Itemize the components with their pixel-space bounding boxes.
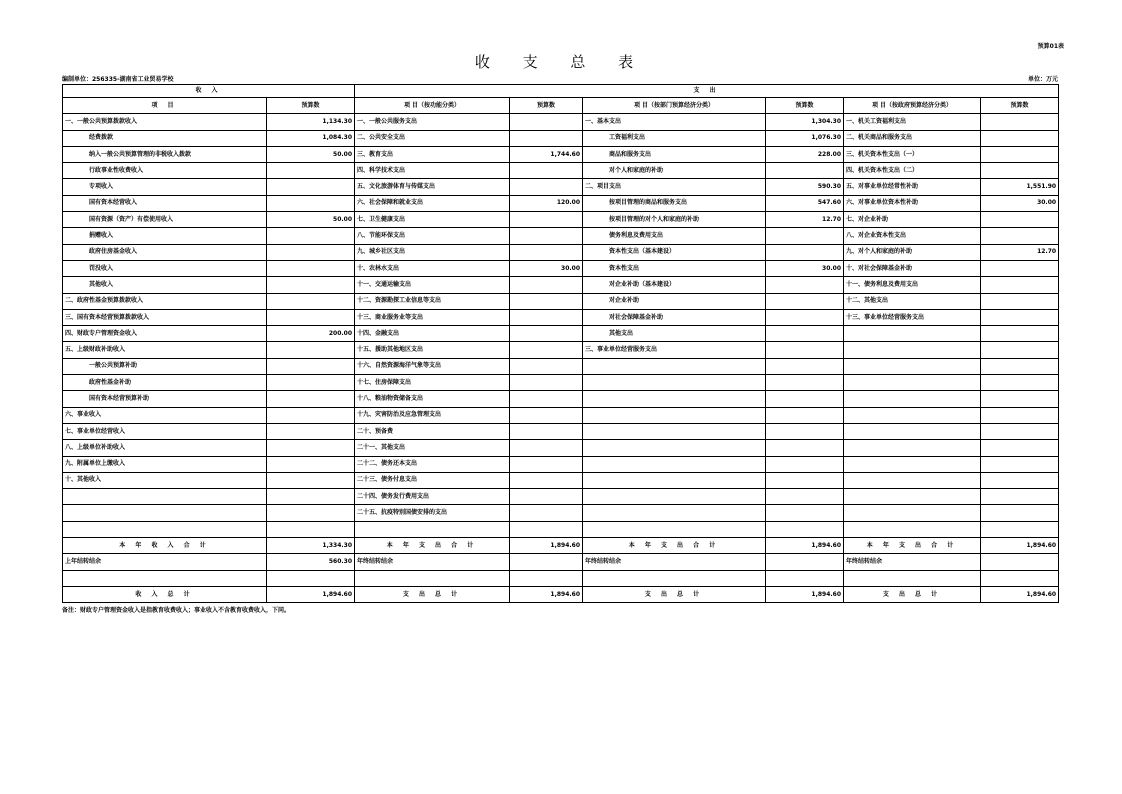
dept-budget [766,440,844,456]
dept-item: 对社会保障基金补助 [583,309,766,325]
dept-carryover-label: 年终结转结余 [583,554,766,570]
gov-item [844,375,981,391]
income-item: 专项收入 [63,179,267,195]
income-budget [267,342,355,358]
income-grand-total: 1,894.60 [267,586,355,602]
dept-item: 二、项目支出 [583,179,766,195]
dept-year-total: 1,894.60 [766,538,844,554]
gov-budget [981,326,1059,342]
dept-budget [766,358,844,374]
func-item: 十五、援助其他地区支出 [355,342,510,358]
table-row [63,407,1059,423]
gov-item: 十、对社会保障基金补助 [844,260,981,276]
func-budget [510,407,583,423]
func-budget [510,326,583,342]
gov-budget [981,391,1059,407]
dept-budget [766,342,844,358]
gov-budget: 1,551.90 [981,179,1059,195]
dept-budget [766,423,844,439]
gov-budget [981,472,1059,488]
gov-budget [981,114,1059,130]
income-budget [267,163,355,179]
dept-item [583,505,766,521]
gov-budget: 30.00 [981,195,1059,211]
income-item: 政府住房基金收入 [63,244,267,260]
dept-item: 其他支出 [583,326,766,342]
gov-budget [981,489,1059,505]
dept-budget [766,472,844,488]
func-budget: 1,744.60 [510,146,583,162]
dept-budget: 590.30 [766,179,844,195]
dept-item [583,375,766,391]
form-number: 预算01表 [1037,43,1064,50]
income-item: 十、其他收入 [63,472,267,488]
func-budget [510,163,583,179]
gov-item: 四、机关资本性支出（二） [844,163,981,179]
table-row [63,358,1059,374]
table-row [63,375,1059,391]
gov-item: 三、机关资本性支出（一） [844,146,981,162]
income-item: 四、财政专户管理资金收入 [63,326,267,342]
table-row [63,472,1059,488]
func-budget [510,114,583,130]
income-budget [267,440,355,456]
income-item: 二、政府性基金预算拨款收入 [63,293,267,309]
gov-budget [981,375,1059,391]
income-item: 六、事业收入 [63,407,267,423]
func-budget [510,375,583,391]
footnote: 备注：财政专户管理资金收入是指教育收费收入；事业收入不含教育收费收入，下同。 [62,607,291,614]
func-budget [510,309,583,325]
gov-item [844,456,981,472]
func-budget [510,489,583,505]
gov-carryover-label: 年终结转结余 [844,554,981,570]
income-budget [267,195,355,211]
dept-item [583,358,766,374]
func-item: 二、公共安全支出 [355,130,510,146]
func-budget: 30.00 [510,260,583,276]
income-item [63,489,267,505]
income-grand-total-label: 收 入 总 计 [63,586,267,602]
dept-item [583,407,766,423]
gov-budget [981,228,1059,244]
dept-item: 对个人和家庭的补助 [583,163,766,179]
dept-budget: 228.00 [766,146,844,162]
gov-budget [981,212,1059,228]
income-budget [267,521,355,537]
income-budget [267,277,355,293]
gov-budget [981,456,1059,472]
income-budget [267,472,355,488]
gov-item [844,407,981,423]
income-budget [267,456,355,472]
func-budget [510,277,583,293]
dept-item [583,423,766,439]
gov-budget [981,260,1059,276]
dept-budget [766,309,844,325]
dept-grand-total: 1,894.60 [766,586,844,602]
income-budget: 1,134.30 [267,114,355,130]
dept-budget [766,326,844,342]
dept-item [583,391,766,407]
func-grand-total-label: 支 出 总 计 [355,586,510,602]
income-item: 其他收入 [63,277,267,293]
budget-summary-table [62,84,1059,603]
dept-item [583,472,766,488]
dept-budget [766,277,844,293]
gov-year-total-label: 本 年 支 出 合 计 [844,538,981,554]
func-carryover [510,554,583,570]
gov-item [844,342,981,358]
income-budget [267,293,355,309]
income-budget [267,423,355,439]
func-item: 十六、自然资源海洋气象等支出 [355,358,510,374]
func-budget [510,179,583,195]
currency-unit: 单位：万元 [1027,76,1058,83]
func-item: 二十、预备费 [355,423,510,439]
income-year-total: 1,334.30 [267,538,355,554]
col-gov-budget: 预算数 [981,98,1059,114]
dept-grand-total-label: 支 出 总 计 [583,586,766,602]
income-budget [267,489,355,505]
func-item: 十三、商业服务业等支出 [355,309,510,325]
col-dept-budget: 预算数 [766,98,844,114]
income-budget [267,228,355,244]
table-row [63,179,1059,195]
gov-item [844,489,981,505]
dept-budget [766,407,844,423]
gov-item: 一、机关工资福利支出 [844,114,981,130]
gov-item: 十三、事业单位经营服务支出 [844,309,981,325]
income-item: 八、上级单位补助收入 [63,440,267,456]
dept-item: 资本性支出（基本建设） [583,244,766,260]
income-item: 七、事业单位经营收入 [63,423,267,439]
func-budget [510,293,583,309]
dept-item: 资本性支出 [583,260,766,276]
gov-item: 二、机关商品和服务支出 [844,130,981,146]
col-func-budget: 预算数 [510,98,583,114]
gov-budget [981,293,1059,309]
func-item: 十四、金融支出 [355,326,510,342]
gov-item [844,472,981,488]
func-item: 十一、交通运输支出 [355,277,510,293]
gov-item: 十二、其他支出 [844,293,981,309]
income-item: 九、附属单位上缴收入 [63,456,267,472]
dept-budget: 1,304.30 [766,114,844,130]
income-item [63,505,267,521]
income-item: 罚没收入 [63,260,267,276]
gov-item: 十一、债务利息及费用支出 [844,277,981,293]
func-item: 十、农林水支出 [355,260,510,276]
gov-item: 六、对事业单位资本性补助 [844,195,981,211]
func-item: 十九、灾害防治及应急管理支出 [355,407,510,423]
gov-item: 八、对企业资本性支出 [844,228,981,244]
table-row [63,228,1059,244]
dept-budget [766,456,844,472]
func-budget [510,358,583,374]
gov-item: 七、对企业补助 [844,212,981,228]
gov-budget [981,407,1059,423]
func-budget [510,521,583,537]
dept-budget [766,505,844,521]
income-item: 行政事业性收费收入 [63,163,267,179]
gov-budget [981,277,1059,293]
col-dept-item: 项 目（按部门预算经济分类） [583,98,766,114]
income-budget: 50.00 [267,212,355,228]
gov-item [844,505,981,521]
func-item: 十七、住房保障支出 [355,375,510,391]
income-budget [267,260,355,276]
income-item: 国有资本经营预算补助 [63,391,267,407]
income-year-total-label: 本 年 收 入 合 计 [63,538,267,554]
dept-budget [766,293,844,309]
func-carryover-label: 年终结转结余 [355,554,510,570]
income-item: 国有资本经营收入 [63,195,267,211]
income-item: 经费拨款 [63,130,267,146]
income-item: 捐赠收入 [63,228,267,244]
carryover-income-label: 上年结转结余 [63,554,267,570]
table-row [63,244,1059,260]
table-row [63,423,1059,439]
gov-budget [981,521,1059,537]
table-row [63,440,1059,456]
dept-item: 对企业补助 [583,293,766,309]
func-item: 二十二、债务还本支出 [355,456,510,472]
func-item: 五、文化旅游体育与传媒支出 [355,179,510,195]
income-budget [267,309,355,325]
gov-budget [981,440,1059,456]
func-item: 十八、粮油物资储备支出 [355,391,510,407]
dept-budget [766,228,844,244]
func-budget [510,342,583,358]
gov-budget [981,423,1059,439]
dept-item: 商品和服务支出 [583,146,766,162]
func-item: 七、卫生健康支出 [355,212,510,228]
col-func-item: 项 目（按功能分类） [355,98,510,114]
income-budget: 50.00 [267,146,355,162]
func-budget [510,228,583,244]
table-row [63,521,1059,537]
gov-budget: 12.70 [981,244,1059,260]
table-row [63,391,1059,407]
func-item [355,521,510,537]
income-item: 一、一般公共预算拨款收入 [63,114,267,130]
func-item: 二十五、抗疫特别国债安排的支出 [355,505,510,521]
dept-budget [766,391,844,407]
dept-budget: 12.70 [766,212,844,228]
func-budget [510,440,583,456]
col-income-item: 项 目 [63,98,267,114]
dept-budget: 547.60 [766,195,844,211]
income-item: 国有资源（资产）有偿使用收入 [63,212,267,228]
gov-item [844,358,981,374]
income-item: 一般公共预算补助 [63,358,267,374]
col-gov-item: 项 目（按政府预算经济分类） [844,98,981,114]
func-item: 二十三、债务付息支出 [355,472,510,488]
func-budget [510,472,583,488]
gov-item [844,440,981,456]
table-row [63,505,1059,521]
func-year-total-label: 本 年 支 出 合 计 [355,538,510,554]
gov-grand-total: 1,894.60 [981,586,1059,602]
gov-budget [981,358,1059,374]
func-item: 三、教育支出 [355,146,510,162]
table-row [63,309,1059,325]
func-grand-total: 1,894.60 [510,586,583,602]
dept-item [583,521,766,537]
income-item [63,521,267,537]
dept-item: 按项目管理的商品和服务支出 [583,195,766,211]
page-title: 收 支 总 表 [474,53,648,71]
func-budget [510,391,583,407]
dept-item: 工资福利支出 [583,130,766,146]
func-year-total: 1,894.60 [510,538,583,554]
gov-carryover [981,554,1059,570]
func-budget [510,505,583,521]
unit-line [62,74,1058,83]
table-row [63,342,1059,358]
dept-year-total-label: 本 年 支 出 合 计 [583,538,766,554]
dept-budget [766,489,844,505]
dept-item: 三、事业单位经营服务支出 [583,342,766,358]
carryover-income: 560.30 [267,554,355,570]
func-budget [510,130,583,146]
income-header: 收 入 [63,85,355,98]
func-item: 一、一般公共服务支出 [355,114,510,130]
func-budget [510,244,583,260]
table-row [63,195,1059,211]
col-income-budget: 预算数 [267,98,355,114]
table-row [63,212,1059,228]
income-budget [267,407,355,423]
table-row [63,293,1059,309]
dept-carryover [766,554,844,570]
dept-item: 对企业补助（基本建设） [583,277,766,293]
dept-item: 一、基本支出 [583,114,766,130]
dept-budget [766,163,844,179]
income-item: 五、上级财政补助收入 [63,342,267,358]
expense-header: 支 出 [355,85,1059,98]
table-row [63,456,1059,472]
func-item: 四、科学技术支出 [355,163,510,179]
gov-grand-total-label: 支 出 总 计 [844,586,981,602]
income-item: 三、国有资本经营预算拨款收入 [63,309,267,325]
func-budget [510,423,583,439]
gov-year-total: 1,894.60 [981,538,1059,554]
gov-item [844,521,981,537]
dept-item: 债务利息及费用支出 [583,228,766,244]
income-budget [267,505,355,521]
table-row [63,326,1059,342]
func-budget: 120.00 [510,195,583,211]
gov-item [844,391,981,407]
unit-name: 编制单位：256335-湖南省工业贸易学校 [62,76,174,83]
income-budget [267,179,355,195]
dept-item [583,440,766,456]
table-row [63,489,1059,505]
func-item: 九、城乡社区支出 [355,244,510,260]
income-budget: 200.00 [267,326,355,342]
func-budget [510,456,583,472]
income-item: 纳入一般公共预算管理的非税收入拨款 [63,146,267,162]
dept-budget [766,375,844,391]
income-budget [267,375,355,391]
gov-budget [981,505,1059,521]
gov-item [844,326,981,342]
func-item: 二十一、其他支出 [355,440,510,456]
table-row [63,146,1059,162]
func-item: 二十四、债务发行费用支出 [355,489,510,505]
table-row [63,114,1059,130]
table-row [63,163,1059,179]
func-item: 六、社会保障和就业支出 [355,195,510,211]
gov-item: 九、对个人和家庭的补助 [844,244,981,260]
gov-budget [981,146,1059,162]
income-budget [267,358,355,374]
dept-budget [766,244,844,260]
gov-budget [981,309,1059,325]
income-budget [267,244,355,260]
dept-item [583,489,766,505]
gov-item: 五、对事业单位经常性补助 [844,179,981,195]
dept-budget [766,521,844,537]
gov-item [844,423,981,439]
dept-budget: 30.00 [766,260,844,276]
func-budget [510,212,583,228]
gov-budget [981,342,1059,358]
func-item: 八、节能环保支出 [355,228,510,244]
gov-budget [981,130,1059,146]
dept-item: 按项目管理的对个人和家庭的补助 [583,212,766,228]
income-budget [267,391,355,407]
table-row [63,130,1059,146]
table-row [63,277,1059,293]
dept-item [583,456,766,472]
func-item: 十二、资源勘探工业信息等支出 [355,293,510,309]
table-row [63,260,1059,276]
gov-budget [981,163,1059,179]
income-budget: 1,084.30 [267,130,355,146]
income-item: 政府性基金补助 [63,375,267,391]
dept-budget: 1,076.30 [766,130,844,146]
